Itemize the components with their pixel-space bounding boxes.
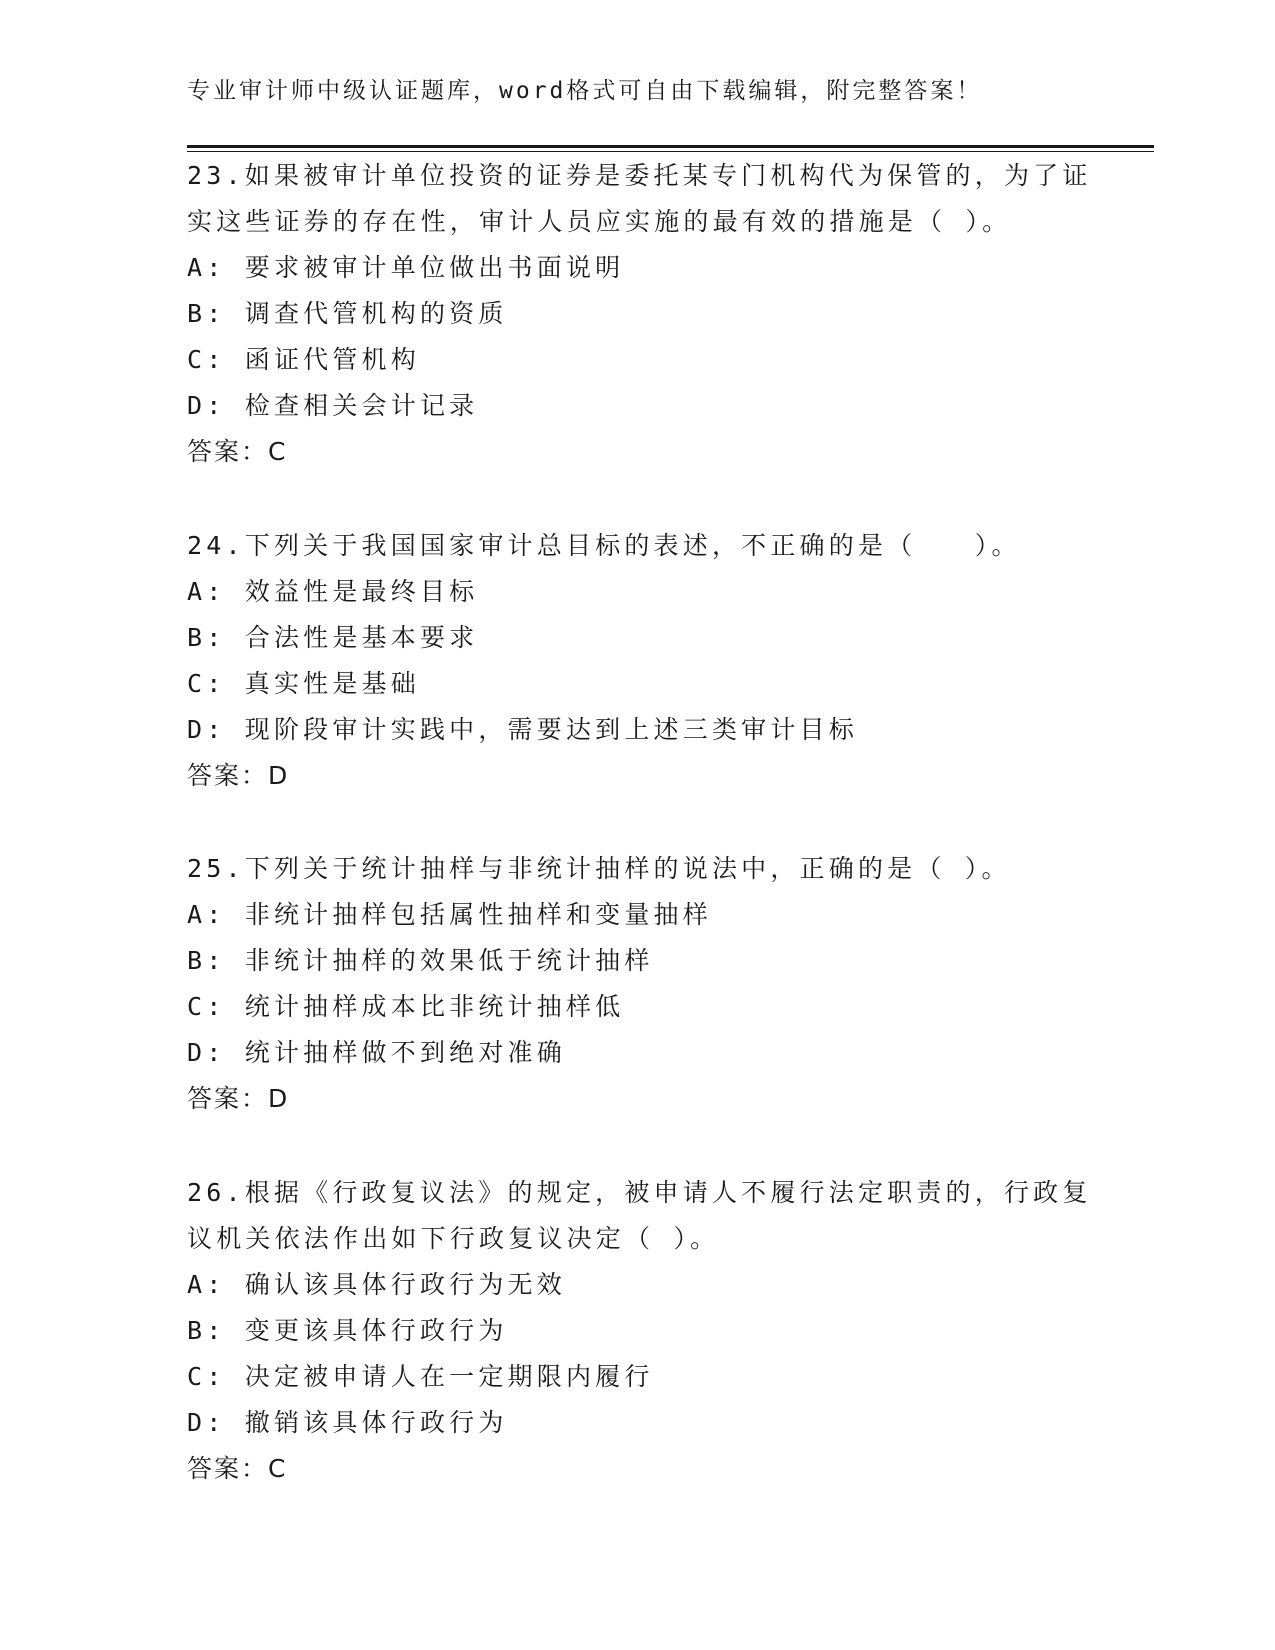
option-d: D: 现阶段审计实践中，需要达到上述三类审计目标 bbox=[187, 715, 858, 744]
option-c: C: 决定被申请人在一定期限内履行 bbox=[187, 1362, 654, 1391]
answer: 答案：D bbox=[187, 1084, 290, 1113]
question-23 bbox=[187, 153, 1092, 475]
option-d: D: 统计抽样做不到绝对准确 bbox=[187, 1038, 566, 1067]
option-b: B: 非统计抽样的效果低于统计抽样 bbox=[187, 946, 654, 975]
option-a: A: 效益性是最终目标 bbox=[187, 577, 479, 606]
option-c: C: 真实性是基础 bbox=[187, 669, 420, 698]
question-stem: 24.下列关于我国国家审计总目标的表述，不正确的是（ ）。 bbox=[187, 531, 1021, 560]
question-stem: 实这些证券的存在性，审计人员应实施的最有效的措施是（ ）。 bbox=[187, 207, 1012, 236]
question-stem: 25.下列关于统计抽样与非统计抽样的说法中，正确的是（ ）。 bbox=[187, 854, 1011, 883]
answer: 答案：C bbox=[187, 437, 288, 466]
question-24 bbox=[187, 523, 1087, 799]
question-stem: 23.如果被审计单位投资的证券是委托某专门机构代为保管的，为了证 bbox=[187, 161, 1092, 190]
option-b: B: 调查代管机构的资质 bbox=[187, 299, 508, 328]
question-26 bbox=[187, 1170, 1092, 1492]
option-a: A: 确认该具体行政行为无效 bbox=[187, 1270, 566, 1299]
option-b: B: 变更该具体行政行为 bbox=[187, 1316, 508, 1345]
question-25 bbox=[187, 846, 1087, 1122]
page-header: 专业审计师中级认证题库，word格式可自由下载编辑，附完整答案！ bbox=[187, 78, 983, 104]
question-stem: 议机关依法作出如下行政复议决定（ ）。 bbox=[187, 1224, 720, 1253]
option-a: A: 要求被审计单位做出书面说明 bbox=[187, 253, 625, 282]
header-rule-thick bbox=[187, 145, 1154, 148]
option-d: D: 检查相关会计记录 bbox=[187, 391, 479, 420]
option-b: B: 合法性是基本要求 bbox=[187, 623, 479, 652]
answer: 答案：C bbox=[187, 1454, 288, 1483]
question-stem: 26.根据《行政复议法》的规定，被申请人不履行法定职责的，行政复 bbox=[187, 1178, 1092, 1207]
answer: 答案：D bbox=[187, 761, 290, 790]
option-a: A: 非统计抽样包括属性抽样和变量抽样 bbox=[187, 900, 712, 929]
option-c: C: 函证代管机构 bbox=[187, 345, 420, 374]
option-d: D: 撤销该具体行政行为 bbox=[187, 1408, 508, 1437]
header-rule-thin bbox=[187, 151, 1154, 152]
option-c: C: 统计抽样成本比非统计抽样低 bbox=[187, 992, 625, 1021]
